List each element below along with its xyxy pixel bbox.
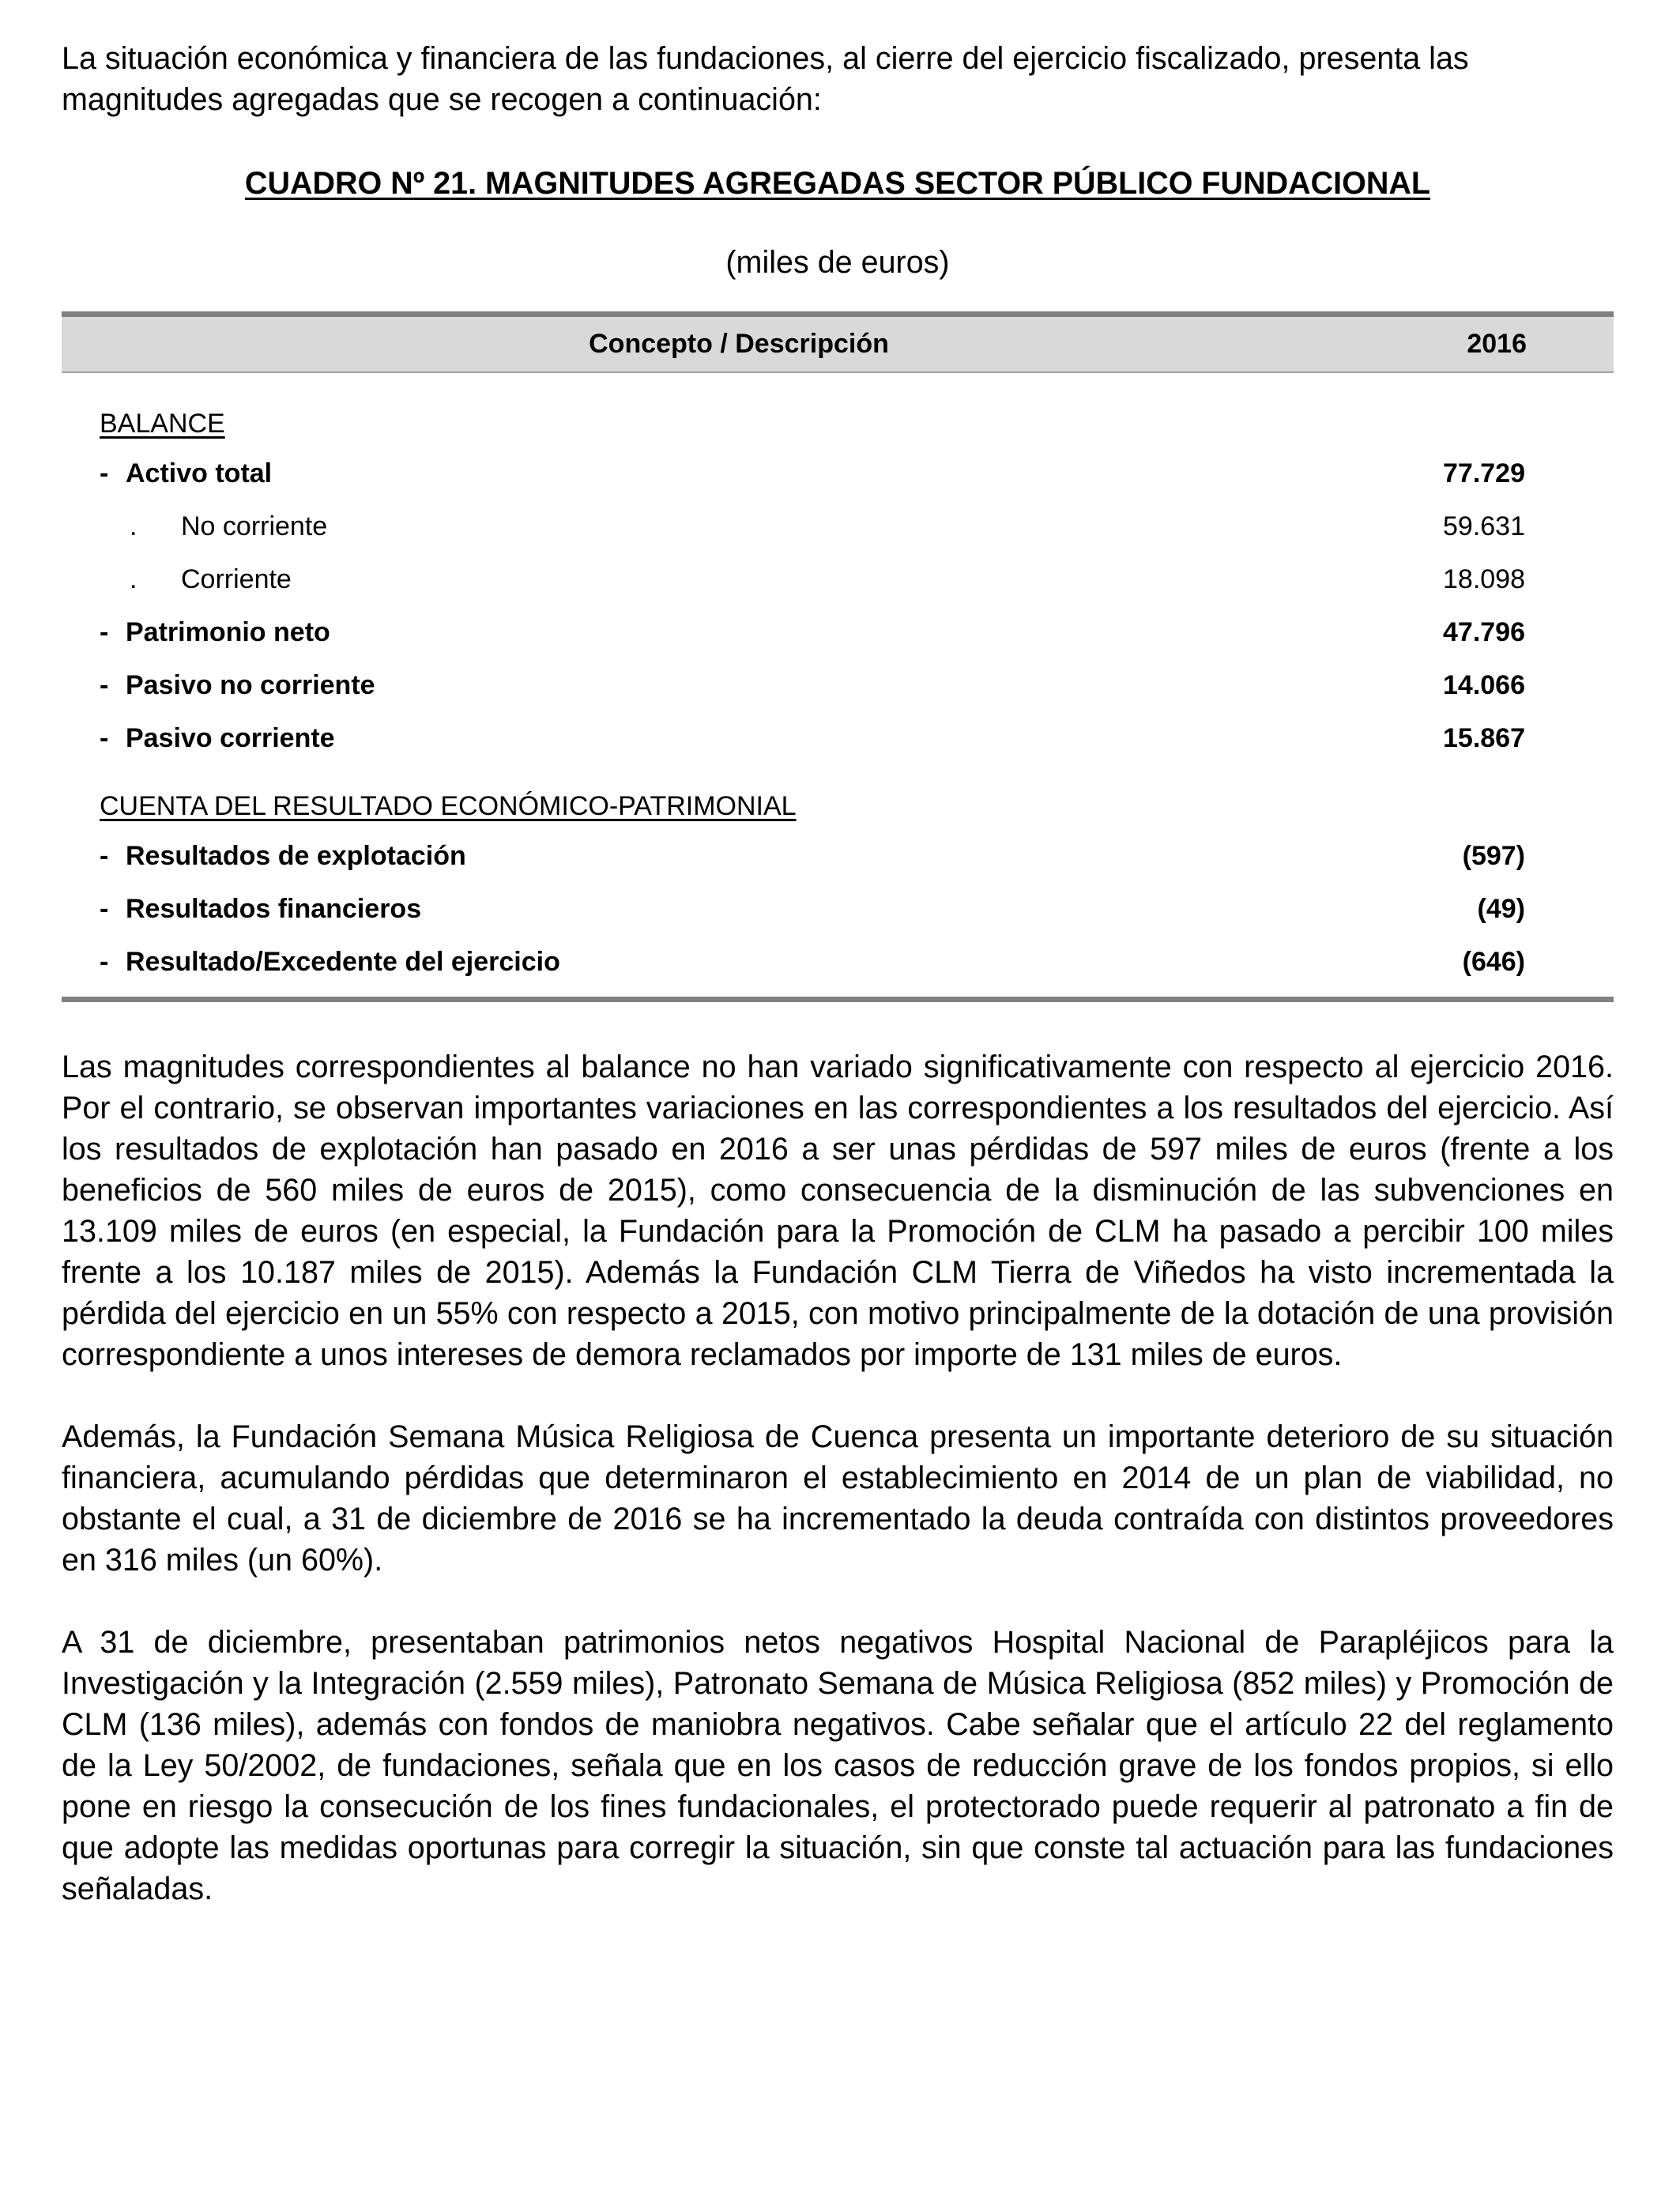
section-heading-resultado	[62, 782, 1614, 830]
row-value: (646)	[1462, 947, 1525, 977]
body-text	[62, 1046, 1614, 1909]
table-units: (miles de euros)	[725, 245, 950, 280]
row-label: Corriente	[181, 564, 292, 594]
row-label: No corriente	[181, 511, 328, 541]
row-label: Activo total	[126, 458, 273, 488]
header-year: 2016	[1467, 329, 1527, 359]
row-label: Resultado/Excedente del ejercicio	[126, 947, 560, 977]
table-row	[62, 500, 1614, 553]
row-value: 18.098	[1443, 564, 1525, 594]
row-marker: -	[100, 723, 109, 753]
table-row	[62, 606, 1614, 659]
table-title: CUADRO Nº 21. MAGNITUDES AGREGADAS SECTOR PÚBLICO FUNDACIONAL	[244, 166, 1431, 201]
section-heading-balance	[62, 400, 1614, 447]
row-marker: -	[100, 617, 109, 647]
paragraph: Además, la Fundación Semana Música Religiosa de Cuenca presenta un importante deterioro de su situación financiera, acumulando pérdidas que determinaron el establecimiento en 2014 de un plan de viabilidad, no obstante el cual, a 31 de diciembre de 2016 se ha incrementado la deuda contraída con distintos proveedores en 316 miles (un 60%).	[62, 1419, 1614, 1578]
row-value: (49)	[1477, 894, 1525, 924]
row-label: Pasivo corriente	[126, 723, 335, 753]
row-label: Resultados de explotación	[126, 841, 466, 871]
section-label: CUENTA DEL RESULTADO ECONÓMICO-PATRIMONIAL	[100, 790, 797, 821]
row-marker: -	[100, 947, 109, 977]
header-concept: Concepto / Descripción	[589, 329, 889, 359]
table-row	[62, 830, 1614, 883]
row-marker: .	[130, 564, 137, 594]
row-value: (597)	[1462, 841, 1525, 871]
table-row	[62, 659, 1614, 712]
table-header	[62, 311, 1614, 373]
table-row	[62, 553, 1614, 606]
row-label: Pasivo no corriente	[126, 670, 375, 700]
row-value: 59.631	[1443, 511, 1525, 541]
row-marker: -	[100, 670, 109, 700]
paragraph: A 31 de diciembre, presentaban patrimonios netos negativos Hospital Nacional de Parapléjicos para la Investigación y la Integración (2.559 miles), Patronato Semana de Música Religiosa (852 miles) y Promoción de CLM (136 miles), además con fondos de maniobra negativos. Cabe señalar que el artículo 22 del reglamento de la Ley 50/2002, de fundaciones, señala que en los casos de reducción grave de los fondos propios, si ello pone en riesgo la consecución de los fines fundacionales, el protectorado puede requerir al patronato a fin de que adopte las medidas oportunas para corregir la situación, sin que conste tal actuación para las fundaciones señaladas.	[62, 1625, 1614, 1906]
row-label: Patrimonio neto	[126, 617, 330, 647]
document-page	[62, 38, 1614, 1909]
table-row	[62, 712, 1614, 765]
row-marker: .	[130, 511, 137, 541]
row-value: 47.796	[1443, 617, 1525, 647]
table-row	[62, 447, 1614, 500]
row-marker: -	[100, 894, 109, 924]
table-row	[62, 936, 1614, 989]
intro-paragraph: La situación económica y financiera de las fundaciones, al cierre del ejercicio fiscalizado, presenta las magnitudes agregadas que se recogen a continuación:	[62, 41, 1469, 117]
magnitudes-table	[62, 311, 1614, 1002]
section-label: BALANCE	[100, 408, 225, 439]
row-marker: -	[100, 841, 109, 871]
row-label: Resultados financieros	[126, 894, 422, 924]
row-value: 77.729	[1443, 458, 1525, 488]
table-row	[62, 883, 1614, 936]
row-marker: -	[100, 458, 109, 488]
paragraph: Las magnitudes correspondientes al balance no han variado significativamente con respecto al ejercicio 2016. Por el contrario, se observan importantes variaciones en las correspondientes a los resultados del ejercicio. Así los resultados de explotación han pasado en 2016 a ser unas pérdidas de 597 miles de euros (frente a los beneficios de 560 miles de euros de 2015), como consecuencia de la disminución de las subvenciones en 13.109 miles de euros (en especial, la Fundación para la Promoción de CLM ha pasado a percibir 100 miles frente a los 10.187 miles de 2015). Además la Fundación CLM Tierra de Viñedos ha visto incrementada la pérdida del ejercicio en un 55% con respecto a 2015, con motivo principalmente de la dotación de una provisión correspondiente a unos intereses de demora reclamados por importe de 131 miles de euros.	[62, 1050, 1614, 1372]
row-value: 15.867	[1443, 723, 1525, 753]
table-body	[62, 400, 1614, 1002]
row-value: 14.066	[1443, 670, 1525, 700]
